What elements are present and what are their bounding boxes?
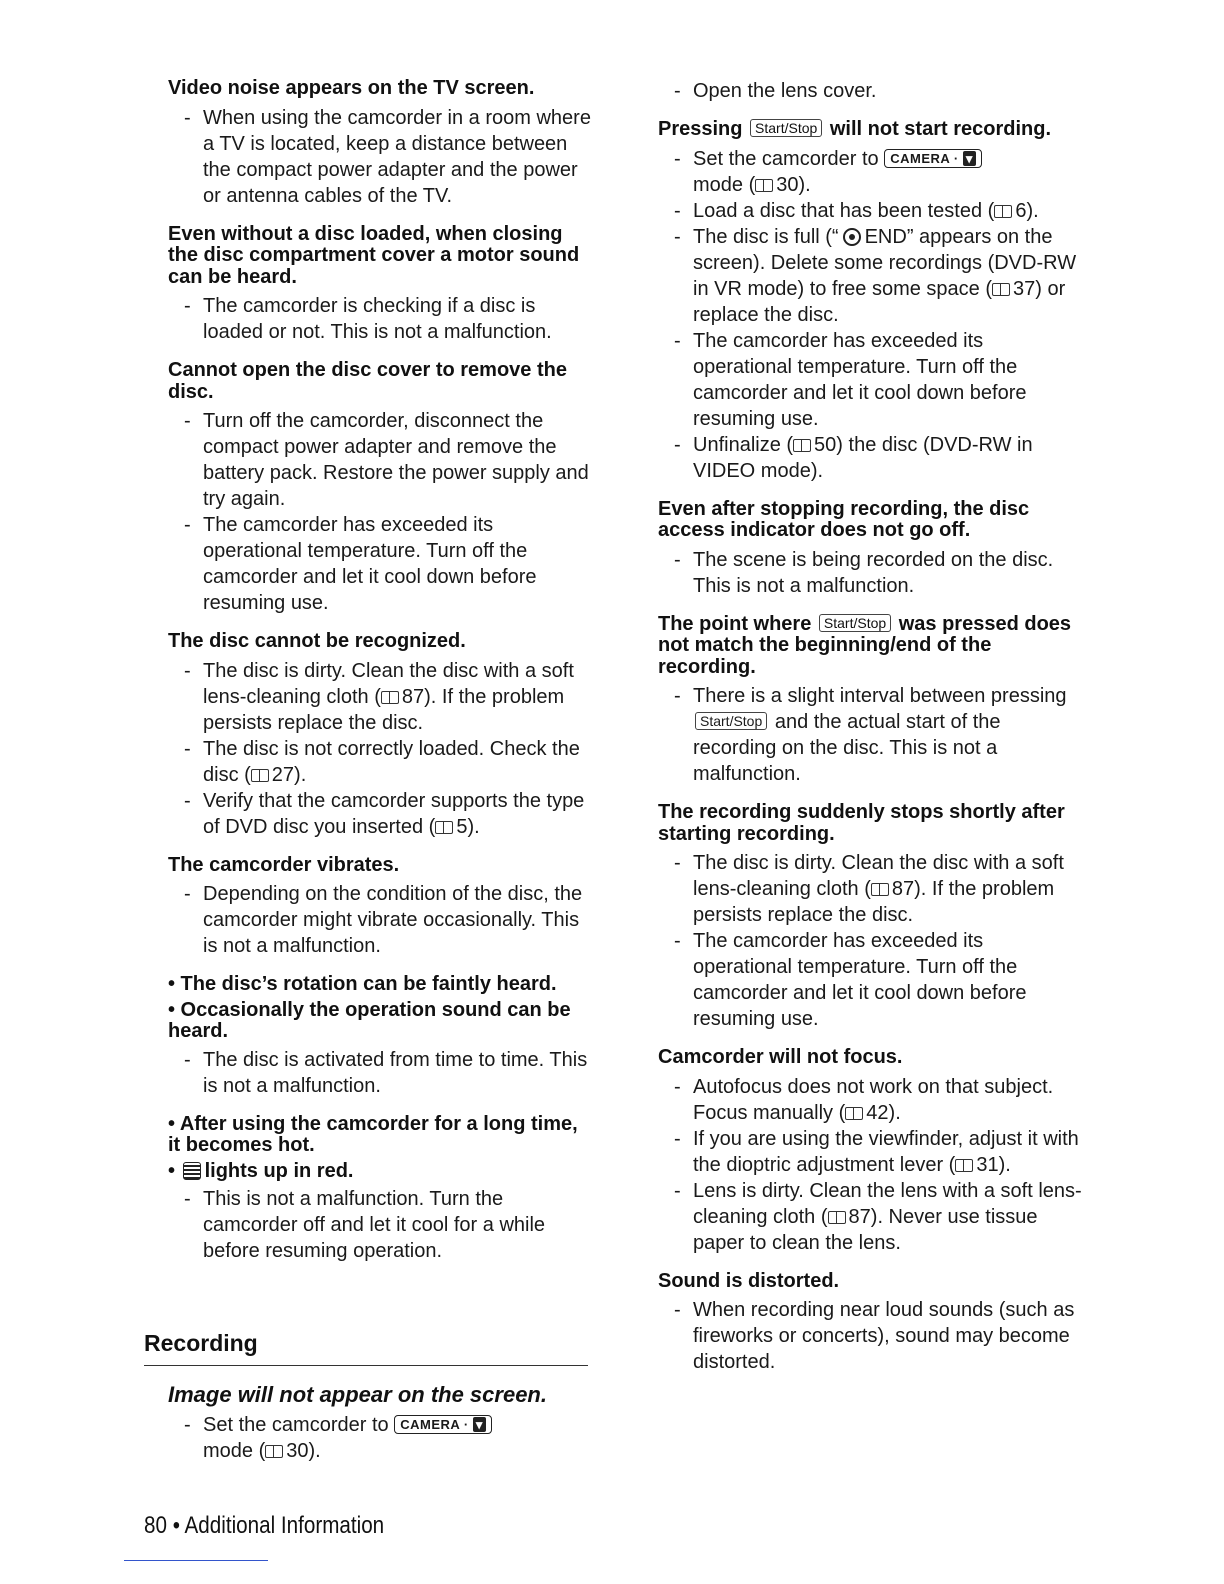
list-item: - The disc is activated from time to time. This is not a malfunction. xyxy=(184,1048,588,1097)
divider xyxy=(144,1365,588,1366)
disc-end-icon xyxy=(843,228,861,246)
list-item: - The disc is dirty. Clean the disc with a soft lens-cleaning cloth ( 87). If the problem persists replace the disc. xyxy=(674,852,1064,926)
section-heading: The camcorder vibrates. xyxy=(168,853,400,876)
subsection-heading: Image will not appear on the screen. xyxy=(168,1382,547,1407)
section-rotation-sound xyxy=(168,974,593,1099)
book-ref-icon xyxy=(265,1445,283,1458)
section-heading: Even after stopping recording, the disc access indicator does not go off. xyxy=(658,497,1030,541)
list-item: - The camcorder has exceeded its operational temperature. Turn off the camcorder and let it cool down before resuming use. xyxy=(674,930,1027,1030)
camera-mode-icon: CAMERA · ▾ xyxy=(394,1415,492,1434)
section-video-noise xyxy=(168,78,593,209)
list-item: - When recording near loud sounds (such as fireworks or concerts), sound may become distorted. xyxy=(674,1299,1075,1373)
list-item: - Load a disc that has been tested ( 6). xyxy=(674,199,1039,222)
section-heading: The point where Start/Stop was pressed does not match the beginning/end of the recording. xyxy=(658,612,1072,678)
list-item: - Verify that the camcorder supports the type of DVD disc you inserted ( 5). xyxy=(184,789,585,838)
section-heading: Sound is distorted. xyxy=(658,1269,840,1292)
section-heading: The disc cannot be recognized. xyxy=(168,630,466,652)
section-suddenly-stops xyxy=(658,802,1083,1032)
list-item: - Unfinalize ( 50) the disc (DVD-RW in VIDEO mode). xyxy=(674,433,1033,482)
section-becomes-hot xyxy=(168,1114,593,1265)
page-footer: 80 • Additional Information xyxy=(144,1512,385,1539)
book-ref-icon xyxy=(755,179,773,192)
right-column xyxy=(658,78,1083,1390)
book-ref-icon xyxy=(435,821,453,834)
book-ref-icon xyxy=(845,1107,863,1120)
book-ref-icon xyxy=(994,205,1012,218)
book-ref-icon xyxy=(955,1159,973,1172)
section-access-indicator xyxy=(658,499,1083,599)
book-ref-icon xyxy=(871,883,889,896)
list-item: - This is not a malfunction. Turn the camcorder off and let it cool for a while before resuming operation. xyxy=(184,1188,546,1262)
footer-label: Additional Information xyxy=(184,1512,385,1539)
section-will-not-focus xyxy=(658,1047,1083,1256)
list-item: - The camcorder has exceeded its operational temperature. Turn off the camcorder and let it cool down before resuming use. xyxy=(674,329,1027,430)
list-item: - The disc is full (“ END” appears on the screen). Delete some recordings (DVD-RW in VR mode) to free some space ( 37) or replace the disc. xyxy=(674,225,1077,326)
start-stop-key: Start/Stop xyxy=(695,712,767,730)
list-item: - Autofocus does not work on that subject. Focus manually ( 42). xyxy=(674,1075,1054,1124)
bullet-heading: • After using the camcorder for a long time, it becomes hot. xyxy=(168,1112,578,1156)
list-item: - The camcorder has exceeded its operational temperature. Turn off the camcorder and let it cool down before resuming use. xyxy=(184,514,537,614)
book-ref-icon xyxy=(381,691,399,704)
list-item: - If you are using the viewfinder, adjust it with the dioptric adjustment lever ( 31). xyxy=(674,1127,1079,1176)
section-lens-cover xyxy=(658,78,1083,104)
section-will-not-start xyxy=(658,119,1083,484)
section-heading: Camcorder will not focus. xyxy=(658,1046,903,1068)
camera-mode-icon: CAMERA · ▾ xyxy=(884,149,982,168)
section-vibrates xyxy=(168,855,593,960)
start-stop-key: Start/Stop xyxy=(819,614,891,632)
section-heading: Cannot open the disc cover to remove the disc. xyxy=(168,359,567,403)
temperature-warning-icon xyxy=(183,1162,201,1180)
left-column xyxy=(168,78,593,1279)
book-ref-icon xyxy=(251,769,269,782)
section-heading: The recording suddenly stops shortly after starting recording. xyxy=(658,801,1065,845)
list-item: - There is a slight interval between pressing Start/Stop and the actual start of the recording on the disc. This is not a malfunction. xyxy=(674,685,1067,785)
book-ref-icon xyxy=(828,1211,846,1224)
footer-rule xyxy=(124,1560,268,1561)
bullet-heading: • Occasionally the operation sound can be heard. xyxy=(168,998,571,1042)
list-item: - When using the camcorder in a room where a TV is located, keep a distance between the compact power adapter and the power or antenna cables of the TV. xyxy=(184,106,591,207)
list-item: - Set the camcorder to CAMERA · ▾ mode ( 30). xyxy=(168,1412,593,1464)
list-item: - Lens is dirty. Clean the lens with a soft lens-cleaning cloth ( 87). Never use tissue paper to clean the lens. xyxy=(674,1179,1082,1254)
list-item: - The camcorder is checking if a disc is loaded or not. This is not a malfunction. xyxy=(184,295,552,343)
section-disc-cover xyxy=(168,360,593,616)
list-item: - The disc is dirty. Clean the disc with a soft lens-cleaning cloth ( 87). If the problem persists replace the disc. xyxy=(184,659,574,734)
list-item: - The scene is being recorded on the disc. This is not a malfunction. xyxy=(674,548,1054,597)
section-sound-distorted xyxy=(658,1271,1083,1376)
book-ref-icon xyxy=(992,283,1010,296)
list-item: - Turn off the camcorder, disconnect the compact power adapter and remove the battery pack. Restore the power supply and try again. xyxy=(184,410,589,510)
bullet-heading: • The disc’s rotation can be faintly heard. xyxy=(168,973,557,995)
section-disc-not-recognized xyxy=(168,631,593,840)
book-ref-icon xyxy=(793,439,811,452)
section-heading: Pressing Start/Stop will not start recording. xyxy=(658,118,1052,140)
page-number: 80 xyxy=(144,1512,167,1539)
bullet-heading: • lights up in red. xyxy=(168,1159,354,1182)
list-item: - The disc is not correctly loaded. Check the disc ( 27). xyxy=(184,737,580,786)
list-item: - Set the camcorder to CAMERA · ▾ mode ( 30). xyxy=(658,146,1083,198)
section-motor-sound xyxy=(168,224,593,346)
recording-block xyxy=(168,1382,593,1464)
list-item: - Depending on the condition of the disc, the camcorder might vibrate occasionally. This is not a malfunction. xyxy=(184,883,583,957)
recording-section-heading: Recording xyxy=(144,1330,258,1356)
list-item: - Open the lens cover. xyxy=(674,80,877,102)
start-stop-key: Start/Stop xyxy=(750,119,822,137)
section-point-mismatch xyxy=(658,614,1083,788)
section-heading: Even without a disc loaded, when closing the disc compartment cover a motor sound can be heard. xyxy=(168,222,580,288)
section-heading: Video noise appears on the TV screen. xyxy=(168,77,535,99)
